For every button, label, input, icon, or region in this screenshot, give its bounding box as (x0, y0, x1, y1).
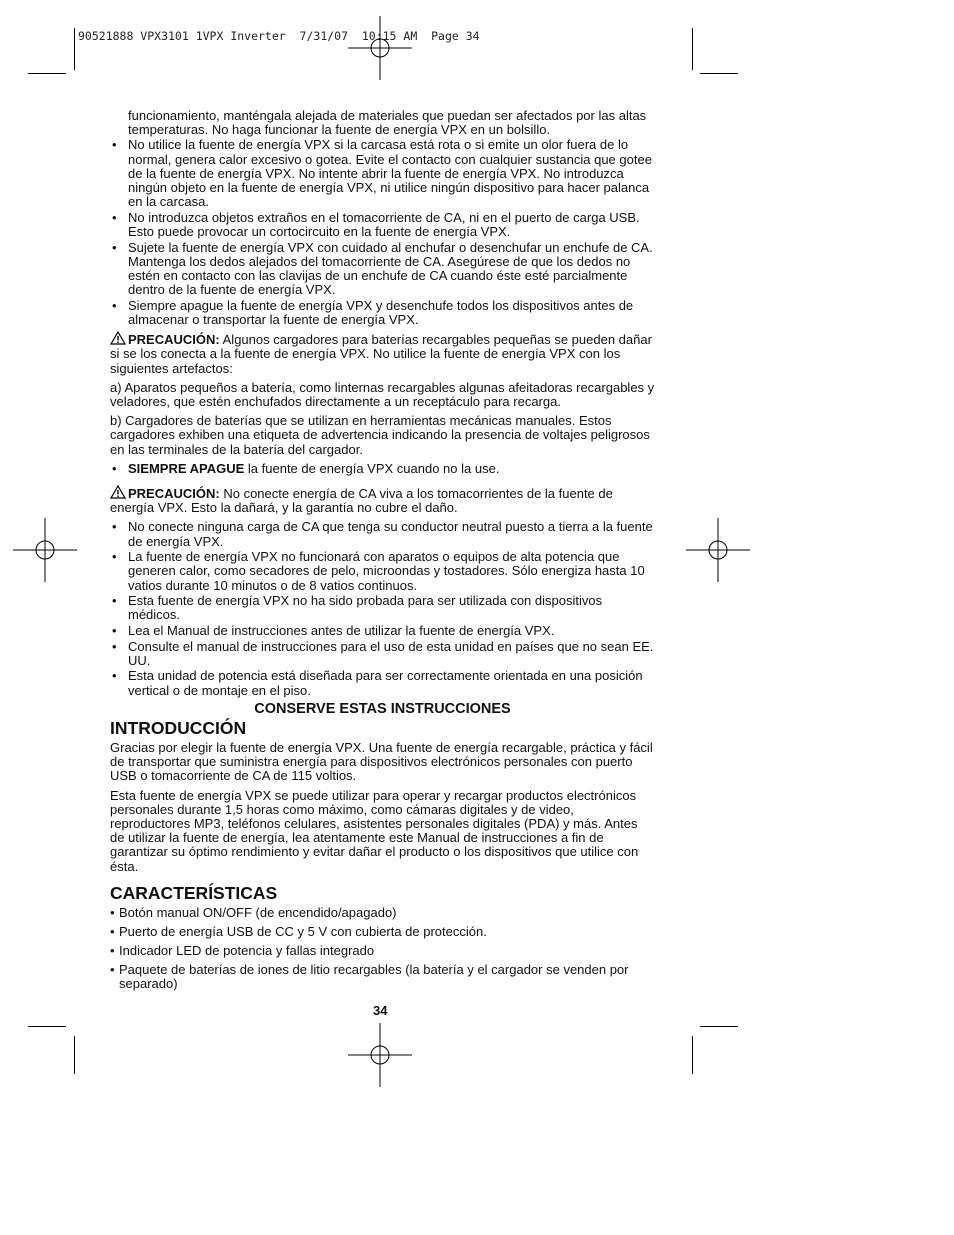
safety-bullet-list (110, 138, 655, 327)
list-item: • Lea el Manual de instrucciones antes de utilizar la fuente de energía VPX. (112, 623, 555, 639)
registration-mark-icon (680, 512, 756, 588)
crop-mark (692, 1036, 693, 1074)
list-item: • SIEMPRE APAGUE la fuente de energía VPX cuando no la use. (112, 460, 500, 476)
list-item: • Paquete de baterías de iones de litio recargables (la batería y el cargador se venden por separado) (110, 961, 629, 992)
list-item: • Puerto de energía USB de CC y 5 V con cubierta de protección. (110, 923, 487, 939)
printer-slug: 90521888 VPX3101 1VPX Inverter 7/31/07 10:15 AM Page 34 (78, 29, 480, 43)
introduction-heading: INTRODUCCIÓN (110, 718, 247, 739)
registration-mark-icon (342, 1017, 418, 1093)
list-item: • Esta unidad de potencia está diseñada para ser correctamente orientada en una posición vertical o de montaje en el piso. (112, 668, 643, 698)
always-off-list (110, 462, 655, 476)
registration-mark-icon (7, 512, 83, 588)
features-heading: CARACTERÍSTICAS (110, 882, 278, 903)
features-list (110, 906, 655, 991)
item-b-paragraph: b) Cargadores de baterías que se utilizan en herramientas mecánicas manuales. Estos cargadores exhiben una etiqueta de advertencia indicando la presencia de voltajes peligrosos en las terminales de la batería del cargador. (110, 413, 650, 457)
crop-mark (74, 1036, 75, 1074)
list-item: • No introduzca objetos extraños en el tomacorriente de CA, ni en el puerto de carga USB. Esto puede provocar un cortocircuito en la fuente de energía VPX. (112, 209, 640, 240)
list-item: • No conecte ninguna carga de CA que tenga su conductor neutral puesto a tierra a la fuente de energía VPX. (112, 519, 653, 549)
crop-mark (700, 1026, 738, 1027)
list-item: • Botón manual ON/OFF (de encendido/apagado) (110, 904, 397, 920)
caution-paragraph: PRECAUCIÓN: No conecte energía de CA viva a los tomacorrientes de la fuente de energía VPX. Esto la dañará, y la garantía no cubre el daño. (110, 486, 613, 516)
list-item: • Indicador LED de potencia y fallas integrado (110, 942, 375, 958)
intro-paragraph: Esta fuente de energía VPX se puede utilizar para operar y recargar productos electrónicos personales durante 1,5 horas como máximo, como cámaras digitales y de video, reproductores MP3, teléfonos celulares, asistentes personales digitales (PDA) y más. Antes de utilizar la fuente de energía, lea atentamente este Manual de instrucciones a fin de garantizar su óptimo rendimiento y evitar dañar el producto o los dispositivos que utilice con ésta. (110, 787, 639, 874)
list-item: • No utilice la fuente de energía VPX si la carcasa está rota o si emite un olor fuera de lo normal, genera calor excesivo o gotea. Evite el contacto con cualquier sustancia que gotee de la fuente de energía VPX. No intente abrir la fuente de energía VPX. No introduzca ningún objeto en la fuente de energía VPX, ni utilice ningún dispositivo para hacer palanca en la carcasa. (112, 137, 652, 210)
page-body (110, 109, 655, 996)
list-item: • Esta fuente de energía VPX no ha sido probada para ser utilizada con dispositivos médicos. (112, 593, 603, 623)
crop-mark (692, 28, 693, 70)
registration-mark-icon (342, 10, 418, 86)
usage-bullet-list (110, 520, 655, 697)
caution-paragraph: PRECAUCIÓN: Algunos cargadores para baterías recargables pequeñas se pueden dañar si se los conecta a la fuente de energía VPX. No utilice la fuente de energía VPX con los siguientes artefactos: (110, 332, 652, 376)
list-item: • Siempre apague la fuente de energía VPX y desenchufe todos los dispositivos antes de almacenar o transportar la fuente de energía VPX. (112, 297, 634, 328)
page-number: 34 (373, 1003, 388, 1018)
caution-label: PRECAUCIÓN: (128, 332, 220, 348)
list-item: • La fuente de energía VPX no funcionará con aparatos o equipos de alta potencia que generen calor, como secadores de pelo, microondas y tostadores. Sólo energiza hasta 10 vatios durante 10 minutos o de 8 vatios continuos. (112, 549, 645, 593)
conserve-instructions-heading: CONSERVE ESTAS INSTRUCCIONES (254, 700, 511, 717)
intro-paragraph: Gracias por elegir la fuente de energía VPX. Una fuente de energía recargable, práctica y fácil de transportar que suministra energía para dispositivos electrónicos personales con puerto USB o tomacorriente de CA de 115 voltios. (110, 740, 653, 784)
crop-mark (700, 73, 738, 74)
crop-mark (28, 1026, 66, 1027)
caution-label: PRECAUCIÓN: (128, 486, 220, 502)
continued-paragraph: funcionamiento, manténgala alejada de materiales que puedan ser afectados por las altas temperaturas. No haga funcionar la fuente de energía VPX en un bolsillo. (128, 108, 647, 138)
crop-mark (28, 73, 66, 74)
list-item: • Consulte el manual de instrucciones para el uso de esta unidad en países que no sean EE. UU. (112, 638, 654, 668)
list-item: • Sujete la fuente de energía VPX con cuidado al enchufar o desenchufar un enchufe de CA. Mantenga los dedos alejados del tomacorriente de CA. Asegúrese de que los dedos no estén en contacto con las clavijas de un enchufe de CA cuando éste esté parcialmente dentro de la fuente de energía VPX. (112, 239, 653, 298)
warning-triangle-icon (110, 485, 126, 499)
crop-mark (74, 28, 75, 70)
item-a-paragraph: a) Aparatos pequeños a batería, como linternas recargables algunas afeitadoras recargables y veladores, que estén enchufados directamente a un receptáculo para recarga. (110, 379, 655, 410)
warning-triangle-icon (110, 331, 126, 345)
